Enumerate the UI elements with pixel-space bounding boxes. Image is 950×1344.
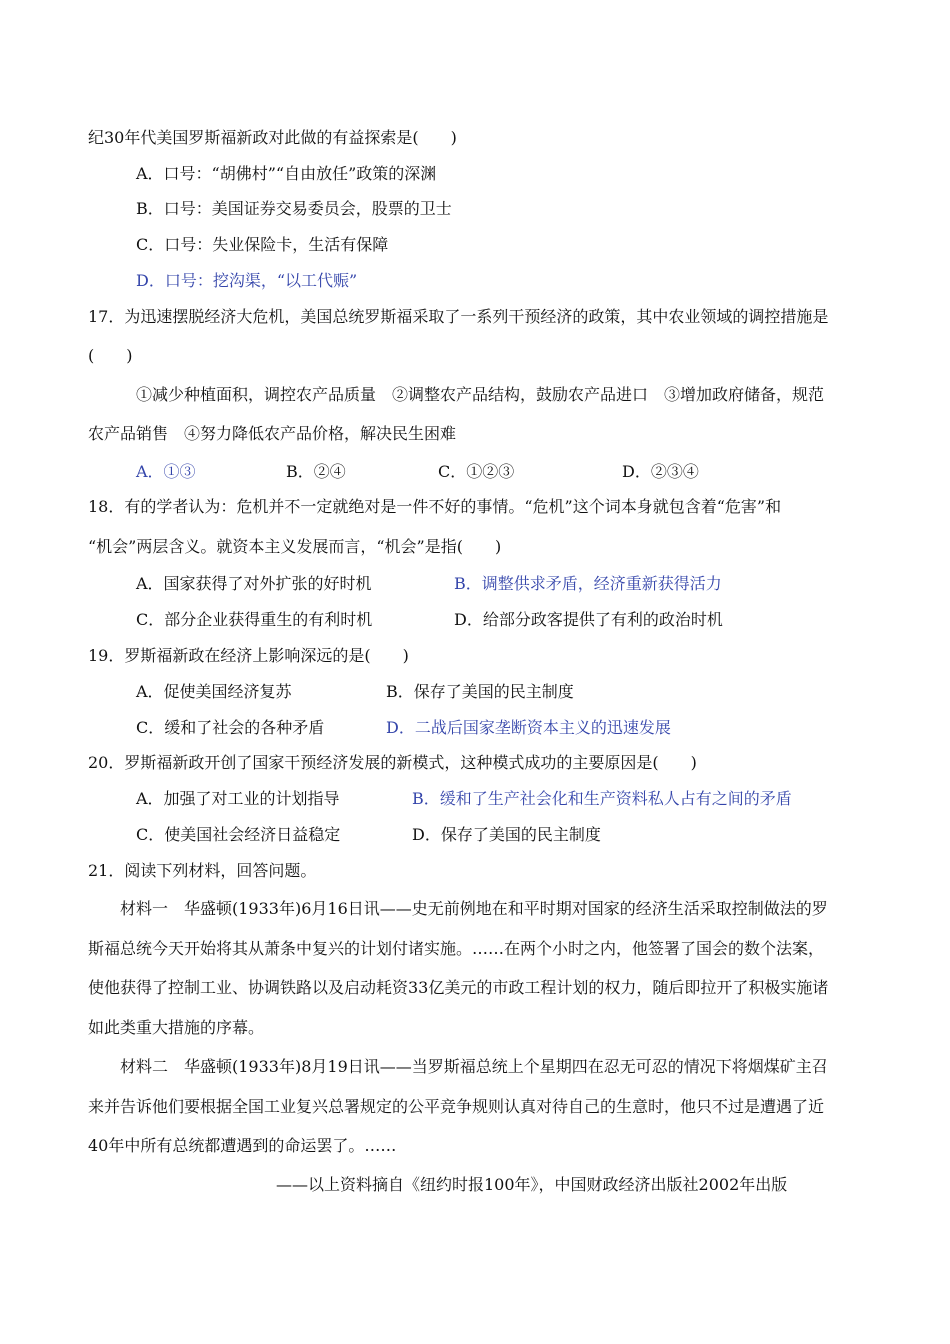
- q21-stem: 21．阅读下列材料，回答问题。: [88, 861, 317, 880]
- q21-material1-line1: 材料一 华盛顿(1933年)6月16日讯——史无前例地在和平时期对国家的经济生活采取控制做法的罗: [120, 899, 828, 918]
- q21-material2-line3: 40年中所有总统都遭遇到的命运罢了。……: [88, 1136, 397, 1155]
- q16-option-d-answer: D．口号：挖沟渠，“以工代赈”: [136, 271, 358, 290]
- q21-material1-line4: 如此类重大措施的序幕。: [88, 1018, 265, 1037]
- q17-option-d: D．②③④: [622, 462, 699, 481]
- q19-option-d-answer: D．二战后国家垄断资本主义的迅速发展: [386, 718, 671, 737]
- q19-option-b: B．保存了美国的民主制度: [386, 682, 574, 701]
- q21-source: ——以上资料摘自《纽约时报100年》，中国财政经济出版社2002年出版: [276, 1175, 788, 1194]
- q21-material1-line2: 斯福总统今天开始将其从萧条中复兴的计划付诸实施。……在两个小时之内，他签署了国会的数个法案，: [88, 939, 825, 958]
- q17-option-b: B．②④: [286, 462, 346, 481]
- q16-option-b: B．口号：美国证券交易委员会，股票的卫士: [136, 199, 452, 218]
- q17-stem-line2: ( ): [88, 346, 133, 365]
- q18-option-c: C．部分企业获得重生的有利时机: [136, 610, 373, 629]
- q18-option-b-answer: B．调整供求矛盾，经济重新获得活力: [454, 574, 722, 593]
- q20-option-d: D．保存了美国的民主制度: [412, 825, 601, 844]
- q21-material1-line3: 使他获得了控制工业、协调铁路以及启动耗资33亿美元的市政工程计划的权力，随后即拉开了积极实施诸: [88, 978, 829, 997]
- q21-material2-line1: 材料二 华盛顿(1933年)8月19日讯——当罗斯福总统上个星期四在忍无可忍的情况下将烟煤矿主召: [120, 1057, 828, 1076]
- q20-option-b-answer: B．缓和了生产社会化和生产资料私人占有之间的矛盾: [412, 789, 792, 808]
- q18-option-d: D．给部分政客提供了有利的政治时机: [454, 610, 723, 629]
- q17-items-line1: ①减少种植面积，调控农产品质量 ②调整农产品结构，鼓励农产品进口 ③增加政府储备，规范: [136, 385, 825, 404]
- q19-option-a: A．促使美国经济复苏: [136, 682, 292, 701]
- q18-option-a: A．国家获得了对外扩张的好时机: [136, 574, 372, 593]
- q20-stem: 20．罗斯福新政开创了国家干预经济发展的新模式，这种模式成功的主要原因是( ): [88, 753, 697, 772]
- q20-option-c: C．使美国社会经济日益稳定: [136, 825, 341, 844]
- q17-option-a-answer: A．①③: [136, 462, 196, 481]
- q18-stem-line2: “机会”两层含义。就资本主义发展而言，“机会”是指( ): [88, 537, 502, 556]
- q16-option-c: C．口号：失业保险卡，生活有保障: [136, 235, 389, 254]
- q16-stem: 纪30年代美国罗斯福新政对此做的有益探索是( ): [88, 128, 457, 147]
- q17-items-line2: 农产品销售 ④努力降低农产品价格，解决民生困难: [88, 424, 457, 443]
- q17-stem-line1: 17．为迅速摆脱经济大危机，美国总统罗斯福采取了一系列干预经济的政策，其中农业领域的调控措施是: [88, 307, 829, 326]
- q20-option-a: A．加强了对工业的计划指导: [136, 789, 340, 808]
- q16-option-a: A．口号：“胡佛村”“自由放任”政策的深渊: [136, 164, 437, 183]
- q17-option-c: C．①②③: [438, 462, 515, 481]
- q18-stem-line1: 18．有的学者认为：危机并不一定就绝对是一件不好的事情。“危机”这个词本身就包含着“危害”和: [88, 497, 782, 516]
- q21-material2-line2: 来并告诉他们要根据全国工业复兴总署规定的公平竞争规则认真对待自己的生意时，他只不过是遭遇了近: [88, 1097, 825, 1116]
- q19-stem: 19．罗斯福新政在经济上影响深远的是( ): [88, 646, 409, 665]
- q19-option-c: C．缓和了社会的各种矛盾: [136, 718, 325, 737]
